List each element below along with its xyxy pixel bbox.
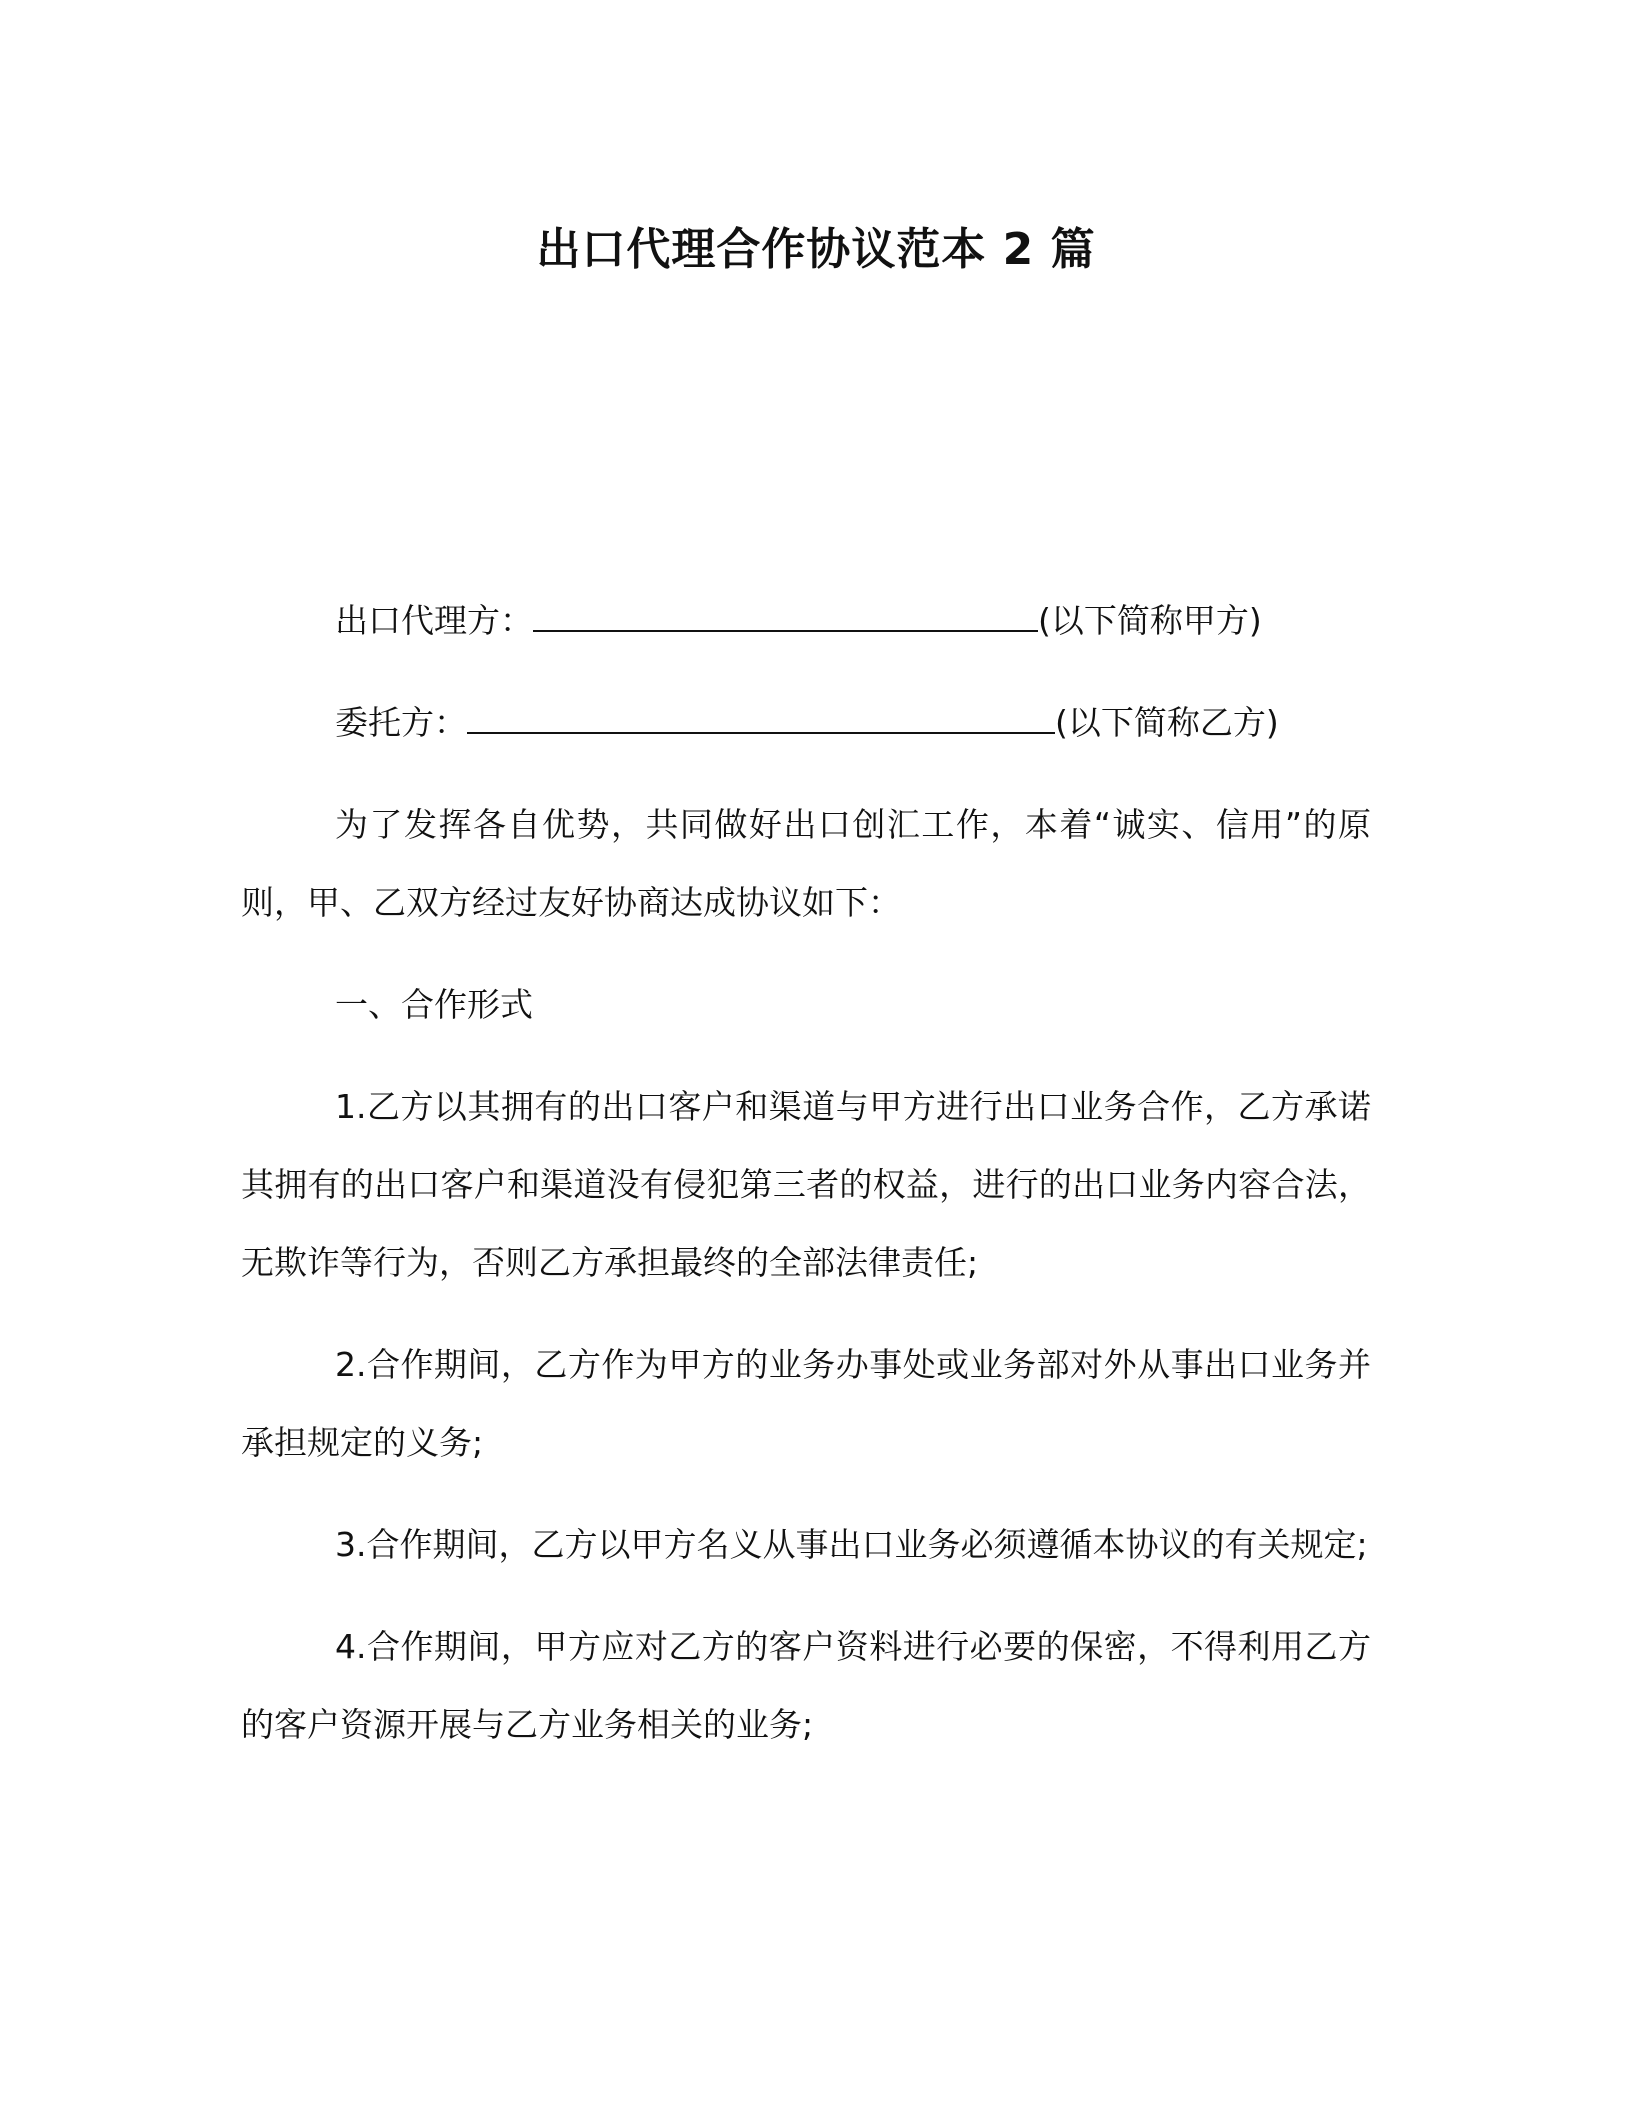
party-b-label: 委托方： <box>335 703 467 742</box>
party-a-line <box>241 582 1371 660</box>
document-body <box>241 582 1371 1788</box>
clause-paragraph: 2.合作期间，乙方作为甲方的业务办事处或业务部对外从事出口业务并承担规定的义务; <box>241 1345 1371 1462</box>
party-a-suffix: (以下简称甲方) <box>1038 601 1262 640</box>
intro-paragraph: 为了发挥各自优势，共同做好出口创汇工作，本着“诚实、信用”的原则，甲、乙双方经过友好协商达成协议如下： <box>241 805 1371 922</box>
clause-paragraph: 3.合作期间，乙方以甲方名义从事出口业务必须遵循本协议的有关规定; <box>335 1525 1368 1564</box>
document-title: 出口代理合作协议范本 2 篇 <box>536 224 1096 275</box>
party-a-label: 出口代理方： <box>335 601 533 640</box>
party-a-blank <box>533 590 1038 632</box>
section-heading: 一、合作形式 <box>335 985 533 1024</box>
party-b-blank <box>467 692 1055 734</box>
clause-paragraph: 4.合作期间，甲方应对乙方的客户资料进行必要的保密，不得利用乙方的客户资源开展与乙方业务相关的业务; <box>241 1627 1371 1744</box>
clause-paragraph: 1.乙方以其拥有的出口客户和渠道与甲方进行出口业务合作，乙方承诺其拥有的出口客户和渠道没有侵犯第三者的权益，进行的出口业务内容合法，无欺诈等行为，否则乙方承担最终的全部法律责任; <box>241 1087 1371 1282</box>
party-b-suffix: (以下简称乙方) <box>1055 703 1279 742</box>
party-b-line <box>241 684 1371 762</box>
